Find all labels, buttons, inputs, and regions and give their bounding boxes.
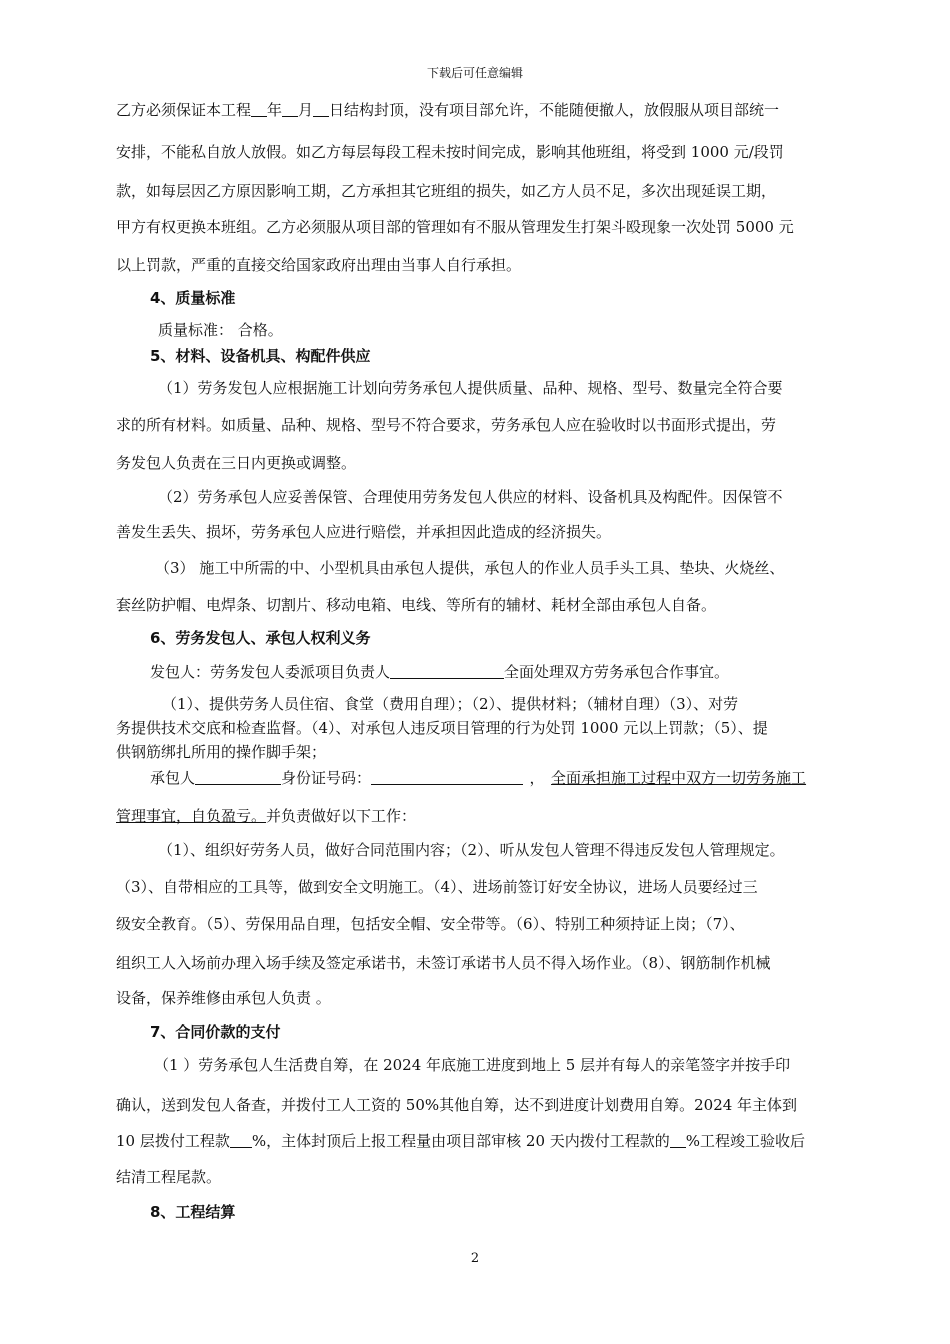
section-heading: 5、材料、设备机具、构配件供应 [150,347,371,365]
text-run: 年 [267,101,283,119]
text-run: 承包人 [150,769,196,787]
paragraph-line [150,768,806,788]
fill-blank [195,768,281,785]
text-run: %工程竣工验收后 [685,1132,806,1150]
section-heading: 4、质量标准 [150,289,236,307]
paragraph-line: （1）、组织好劳务人员，做好合同范围内容；（2）、听从发包人管理不得违反发包人管理规定。 [158,841,785,859]
fill-blank [230,1131,252,1148]
paragraph-line: 级安全教育。（5）、劳保用品自理，包括安全帽、安全带等。（6）、特别工种须持证上岗；（7）、 [116,915,745,933]
paragraph-line: （3） 施工中所需的中、小型机具由承包人提供，承包人的作业人员手头工具、垫块、火烧丝、 [155,559,785,577]
text-run: ， [529,769,545,787]
text-run: 主体封顶后上报工程量由项目部审核 20 天内拨付工程款的 [281,1132,670,1150]
text-run: 10 层拨付工程款 [116,1132,230,1150]
paragraph-line: 以上罚款，严重的直接交给国家政府出理由当事人自行承担。 [116,256,522,274]
paragraph-line [116,1131,805,1151]
underlined-text: 全面承担施工过程中双方一切劳务施工 [551,769,807,787]
page-header: 下载后可任意编辑 [426,66,523,80]
text-run: %， [251,1132,282,1150]
section-heading: 8、工程结算 [150,1203,236,1221]
text-run: 乙方必须保证本工程 [116,101,252,119]
paragraph-line: 务发包人负责在三日内更换或调整。 [116,454,357,472]
section-heading: 6、劳务发包人、承包人权利义务 [150,629,371,647]
paragraph-line: 务提供技术交底和检查监督。（4）、对承包人违反项目管理的行为处罚 1000 元以上罚款；（5）、提 [116,719,768,737]
text-run: 月 [298,101,314,119]
paragraph-line: 供钢筋绑扎所用的操作脚手架； [116,743,327,761]
text-run: 日结构封顶，没有项目部允许，不能随便撤人，放假服从项目部统一 [329,101,780,119]
paragraph-line [116,806,416,826]
text-run: 身份证号码： [281,769,372,787]
paragraph-line: （2）劳务承包人应妥善保管、合理使用劳务发包人供应的材料、设备机具及构配件。因保管不 [158,488,783,506]
fill-blank [390,662,504,679]
paragraph-line: 款，如每层因乙方原因影响工期，乙方承担其它班组的损失，如乙方人员不足，多次出现延误工期， [116,182,777,200]
underlined-text: 管理事宜，自负盈亏。 [116,807,267,825]
paragraph-line: 安排，不能私自放人放假。如乙方每层每段工程未按时间完成，影响其他班组，将受到 1000 元/段罚 [116,143,784,161]
paragraph-line [150,662,729,682]
paragraph-line: 确认，送到发包人备查，并拨付工人工资的 50%其他自筹，达不到进度计划费用自筹。2024 年主体到 [116,1096,798,1114]
paragraph-line: 套丝防护帽、电焊条、切割片、移动电箱、电线、等所有的辅材、耗材全部由承包人自备。 [116,596,717,614]
paragraph-line: 结清工程尾款。 [116,1168,222,1186]
paragraph-line: 善发生丢失、损坏，劳务承包人应进行赔偿，并承担因此造成的经济损失。 [116,523,612,541]
fill-blank [313,100,329,117]
text-run: 全面处理双方劳务承包合作事宜。 [504,663,730,681]
section-heading: 7、合同价款的支付 [150,1023,281,1041]
paragraph-line [116,100,779,120]
fill-blank [282,100,298,117]
paragraph-line: （3）、自带相应的工具等，做到安全文明施工。（4）、进场前签订好安全协议，进场人员要经过三 [116,878,758,896]
paragraph-line: （1）、提供劳务人员住宿、食堂（费用自理）；（2）、提供材料；（辅材自理）（3）、对劳 [162,695,739,713]
paragraph-line: （1 ）劳务承包人生活费自筹，在 2024 年底施工进度到地上 5 层并有每人的亲笔签字并按手印 [154,1056,791,1074]
text-run: 并负责做好以下工作： [266,807,417,825]
paragraph-line: 组织工人入场前办理入场手续及签定承诺书，未签订承诺书人员不得入场作业。（8）、钢筋制作机械 [116,954,771,972]
fill-blank [371,768,523,785]
paragraph-line: 求的所有材料。如质量、品种、规格、型号不符合要求，劳务承包人应在验收时以书面形式提出，劳 [116,416,777,434]
fill-blank [670,1131,686,1148]
text-run: 发包人：劳务发包人委派项目负责人 [150,663,391,681]
paragraph-line: 质量标准： 合格。 [158,321,283,339]
page-number: 2 [470,1251,480,1266]
paragraph-line: 设备，保养维修由承包人负责 。 [116,989,331,1007]
paragraph-line: 甲方有权更换本班组。乙方必须服从项目部的管理如有不服从管理发生打架斗殴现象一次处罚 5000 元 [116,218,794,236]
paragraph-line: （1）劳务发包人应根据施工计划向劳务承包人提供质量、品种、规格、型号、数量完全符合要 [158,379,783,397]
fill-blank [251,100,267,117]
